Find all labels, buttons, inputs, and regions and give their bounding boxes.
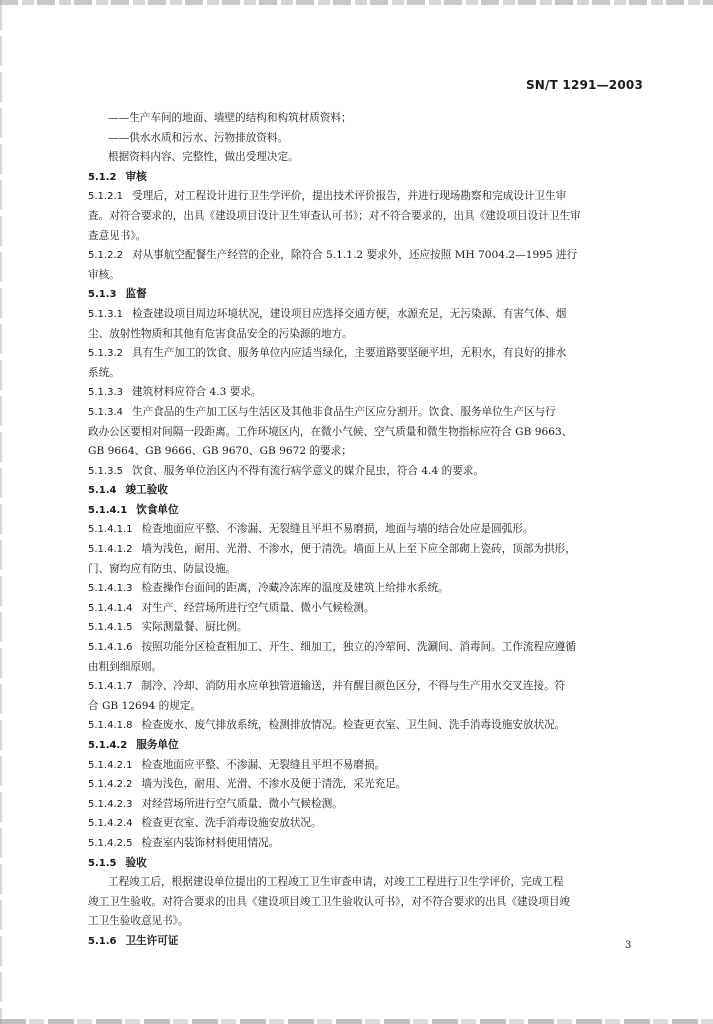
- heading-5-1-6: 5.1.6 卫生许可证: [88, 934, 179, 947]
- dash-item-water-sewage: ——供水水质和污水、污物排放资料。: [108, 131, 289, 144]
- scan-edge-bottom: [0, 1019, 713, 1024]
- clause-continuation: 工卫生验收意见书》。: [88, 915, 189, 928]
- standard-code-header: SN/T 1291—2003: [525, 78, 643, 92]
- clause-5-1-4-1-8: 5.1.4.1.8 检查废水、废气排放系统，检测排放情况。检查更衣室、卫生间、洗手消毒设施安放状况。: [88, 719, 566, 732]
- clause-5-1-4-1-2: 5.1.4.1.2 墙为浅色，耐用、光滑、不渗水，便于清洗。墙面上从上至下应全部砌上瓷砖，顶部为拱形，: [88, 543, 576, 556]
- dash-item-floor-walls: ——生产车间的地面、墙壁的结构和构筑材质资料；: [108, 112, 352, 124]
- clause-5-1-3-2: 5.1.3.2 具有生产加工的饮食、服务单位内应适当绿化，主要道路要坚硬平坦，无积水，有良好的排水: [88, 347, 567, 360]
- clause-continuation: 由粗到细原则。: [88, 660, 163, 673]
- clause-5-1-4-2-1: 5.1.4.2.1 检查地面应平整、不渗漏、无裂缝且平坦不易磨损。: [88, 758, 386, 771]
- clause-continuation: 尘、放射性物质和其他有危害食品安全的污染源的地方。: [88, 327, 353, 340]
- clause-5-1-2-2: 5.1.2.2 对从事航空配餐生产经营的企业，除符合 5.1.1.2 要求外，还应按照 MH 7004.2—1995 进行: [88, 249, 578, 262]
- clause-continuation: 查意见书》。: [88, 229, 147, 242]
- clause-continuation: 系统。: [88, 366, 120, 379]
- clause-5-1-4-1-7: 5.1.4.1.7 制冷、冷却、消防用水应单独管道输送，并有醒目颜色区分，不得与生产用水交叉连接。符: [88, 680, 566, 693]
- clause-5-1-3-4: 5.1.3.4 生产食品的生产加工区与生活区及其他非食品生产区应分割开。饮食、服务单位生产区与行: [88, 405, 556, 418]
- clause-5-1-4-2-4: 5.1.4.2.4 检查更衣室、洗手消毒设施安放状况。: [88, 817, 322, 830]
- clause-continuation: 门、窗均应有防虫、防鼠设施。: [88, 562, 237, 575]
- clause-5-1-4-2-2: 5.1.4.2.2 墙为浅色，耐用、光滑、不渗水及便于清洗，采光充足。: [88, 778, 407, 791]
- heading-5-1-4-2: 5.1.4.2 服务单位: [88, 739, 179, 751]
- heading-5-1-3: 5.1.3 监督: [88, 288, 147, 301]
- clause-5-1-3-1: 5.1.3.1 检查建设项目周边环境状况，建设项目应选择交通方便，水源充足，无污染源、有害气体、烟: [88, 307, 567, 320]
- clause-continuation: GB 9664、GB 9666、GB 9670、GB 9672 的要求；: [88, 445, 352, 458]
- heading-5-1-4: 5.1.4 竣工验收: [88, 484, 168, 497]
- clause-continuation: 查。对符合要求的，出具《建设项目设计卫生审查认可书》；对不符合要求的，出具《建设项目设计卫生审: [88, 209, 581, 222]
- clause-continuation: 审核。: [88, 268, 120, 281]
- scan-edge-top: [0, 0, 713, 5]
- clause-continuation: 竣工卫生验收。对符合要求的出具《建设项目竣工卫生验收认可书》，对不符合要求的出具《建设项目竣: [88, 895, 571, 908]
- scan-edge-left: [0, 0, 2, 1024]
- paragraph-final-acceptance: 工程竣工后，根据建设单位提出的工程竣工卫生审查申请，对竣工工程进行卫生学评价，完成工程: [108, 876, 564, 889]
- heading-5-1-2: 5.1.2 审核: [88, 170, 147, 183]
- clause-continuation: 政办公区要相对间隔一段距离。工作环境区内，在微小气候、空气质量和微生物指标应符合 GB 9663、: [88, 425, 573, 438]
- clause-continuation: 合 GB 12694 的规定。: [88, 699, 202, 712]
- clause-5-1-3-3: 5.1.3.3 建筑材料应符合 4.3 要求。: [88, 386, 262, 399]
- clause-5-1-4-2-3: 5.1.4.2.3 对经营场所进行空气质量、微小气候检测。: [88, 797, 343, 810]
- clause-5-1-4-2-5: 5.1.4.2.5 检查室内装饰材料使用情况。: [88, 836, 280, 849]
- clause-5-1-4-1-5: 5.1.4.1.5 实际测量餐、厨比例。: [88, 621, 248, 634]
- clause-5-1-4-1-3: 5.1.4.1.3 检查操作台面间的距离，冷藏冷冻库的温度及建筑上给排水系统。: [88, 582, 449, 595]
- heading-5-1-5: 5.1.5 验收: [88, 856, 147, 869]
- clause-5-1-4-1-6: 5.1.4.1.6 按照功能分区检查粗加工、开生、细加工，独立的冷荤间、洗涮间、消毒间。工作流程应遵循: [88, 641, 576, 654]
- paragraph-acceptance-decision: 根据资料内容、完整性，做出受理决定。: [108, 151, 299, 164]
- document-body: [88, 109, 648, 952]
- clause-5-1-4-1-4: 5.1.4.1.4 对生产、经营场所进行空气质量、微小气候检测。: [88, 601, 375, 614]
- clause-5-1-4-1-1: 5.1.4.1.1 检查地面应平整、不渗漏、无裂缝且平坦不易磨损，地面与墙的结合处应是圆弧形。: [88, 523, 534, 536]
- clause-5-1-2-1: 5.1.2.1 受理后，对工程设计进行卫生学评价，提出技术评价报告，并进行现场勘察和完成设计卫生审: [88, 190, 567, 203]
- page-number: 3: [625, 940, 632, 951]
- heading-5-1-4-1: 5.1.4.1 饮食单位: [88, 503, 179, 516]
- clause-5-1-3-5: 5.1.3.5 饮食、服务单位治区内不得有流行病学意义的媒介昆虫，符合 4.4 的要求。: [88, 464, 484, 477]
